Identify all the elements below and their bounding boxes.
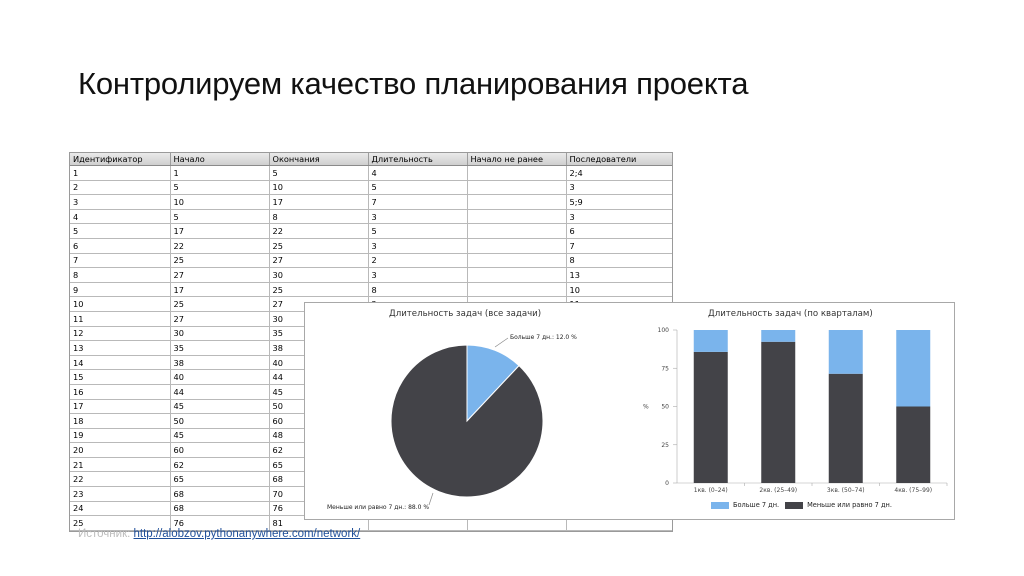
y-tick-label: 75 <box>661 365 669 373</box>
table-cell: 62 <box>170 457 269 472</box>
column-header[interactable]: Последователи <box>566 153 672 166</box>
table-row[interactable] <box>70 166 672 181</box>
table-cell: 25 <box>70 516 170 531</box>
table-cell <box>467 282 566 297</box>
table-cell: 6 <box>70 238 170 253</box>
table-cell: 22 <box>70 472 170 487</box>
table-cell: 13 <box>70 341 170 356</box>
legend-label-less: Меньше или равно 7 дн. <box>807 501 892 509</box>
table-cell <box>467 195 566 210</box>
slide-title: Контролируем качество планирования проекта <box>78 66 749 101</box>
table-cell: 8 <box>368 282 467 297</box>
pie-label-less: Меньше или равно 7 дн.: 88.0 % <box>327 504 430 511</box>
table-cell: 81 <box>269 516 368 531</box>
table-cell: 50 <box>170 414 269 429</box>
table-cell: 3 <box>70 195 170 210</box>
table-cell: 70 <box>269 487 368 502</box>
table-cell: 1 <box>70 166 170 181</box>
table-cell: 24 <box>70 501 170 516</box>
table-cell: 60 <box>269 414 368 429</box>
table-row[interactable] <box>70 282 672 297</box>
table-cell: 20 <box>70 443 170 458</box>
table-cell: 10 <box>269 180 368 195</box>
table-cell: 17 <box>70 399 170 414</box>
table-cell: 13 <box>566 268 672 283</box>
legend-swatch-more <box>711 502 729 509</box>
column-header[interactable]: Начало не ранее <box>467 153 566 166</box>
table-cell: 5 <box>170 180 269 195</box>
bar-more[interactable] <box>694 330 728 352</box>
table-cell <box>467 268 566 283</box>
table-cell <box>467 180 566 195</box>
table-cell: 44 <box>269 370 368 385</box>
x-tick-label: 2кв. (25–49) <box>759 487 798 494</box>
table-cell: 30 <box>269 311 368 326</box>
y-tick-label: 50 <box>661 403 669 411</box>
table-cell: 16 <box>70 384 170 399</box>
x-tick-label: 3кв. (50–74) <box>826 487 865 494</box>
table-row[interactable] <box>70 268 672 283</box>
table-cell: 27 <box>170 311 269 326</box>
y-tick-label: 100 <box>657 327 669 334</box>
legend-label-more: Больше 7 дн. <box>733 501 780 509</box>
bar-less[interactable] <box>896 407 930 484</box>
x-tick-label: 4кв. (75–99) <box>894 487 933 494</box>
table-cell: 27 <box>269 253 368 268</box>
table-cell: 3 <box>566 180 672 195</box>
table-cell: 27 <box>170 268 269 283</box>
bar-more[interactable] <box>761 330 795 342</box>
table-cell: 4 <box>368 166 467 181</box>
bar-chart <box>643 327 947 494</box>
source-note <box>78 528 360 540</box>
table-cell <box>467 253 566 268</box>
pie-chart <box>327 334 577 511</box>
table-cell: 5 <box>269 166 368 181</box>
table-cell: 10 <box>170 195 269 210</box>
y-axis-label: % <box>643 403 649 411</box>
table-cell: 5 <box>170 209 269 224</box>
table-cell: 7 <box>368 195 467 210</box>
table-cell: 45 <box>170 399 269 414</box>
table-cell: 5;9 <box>566 195 672 210</box>
table-row[interactable] <box>70 180 672 195</box>
table-cell: 65 <box>269 457 368 472</box>
table-cell: 30 <box>170 326 269 341</box>
table-cell: 2 <box>368 253 467 268</box>
table-cell: 10 <box>70 297 170 312</box>
table-cell: 68 <box>170 501 269 516</box>
table-cell: 48 <box>269 428 368 443</box>
table-cell: 65 <box>170 472 269 487</box>
column-header[interactable]: Окончания <box>269 153 368 166</box>
table-cell: 2 <box>70 180 170 195</box>
bar-less[interactable] <box>694 352 728 483</box>
pie-chart-title: Длительность задач (все задачи) <box>389 309 542 319</box>
pie-leader-less <box>429 493 433 505</box>
table-cell: 40 <box>170 370 269 385</box>
table-cell: 17 <box>269 195 368 210</box>
table-cell: 5 <box>368 224 467 239</box>
legend-item-less[interactable] <box>785 501 892 509</box>
table-cell: 5 <box>368 180 467 195</box>
table-cell: 44 <box>170 384 269 399</box>
charts-svg <box>305 303 954 519</box>
table-cell: 5 <box>70 224 170 239</box>
pie-slice-less[interactable] <box>391 345 543 497</box>
table-cell: 45 <box>269 384 368 399</box>
y-tick-label: 25 <box>661 441 669 449</box>
bar-chart-title: Длительность задач (по кварталам) <box>708 309 873 319</box>
table-cell: 2;4 <box>566 166 672 181</box>
table-cell: 21 <box>70 457 170 472</box>
table-cell: 18 <box>70 414 170 429</box>
table-cell: 8 <box>566 253 672 268</box>
table-cell: 25 <box>269 238 368 253</box>
table-cell: 38 <box>269 341 368 356</box>
table-cell <box>467 238 566 253</box>
table-cell: 3 <box>368 268 467 283</box>
table-cell: 68 <box>269 472 368 487</box>
legend-swatch-less <box>785 502 803 509</box>
table-cell: 7 <box>70 253 170 268</box>
table-cell: 9 <box>70 282 170 297</box>
table-row[interactable] <box>70 195 672 210</box>
table-cell: 12 <box>70 326 170 341</box>
table-cell: 25 <box>269 282 368 297</box>
charts-panel <box>304 302 955 520</box>
table-cell: 10 <box>566 282 672 297</box>
table-cell: 3 <box>368 238 467 253</box>
table-cell: 1 <box>170 166 269 181</box>
table-row[interactable] <box>70 238 672 253</box>
table-cell: 25 <box>170 297 269 312</box>
table-cell: 76 <box>170 516 269 531</box>
table-cell: 38 <box>170 355 269 370</box>
column-header[interactable]: Длительность <box>368 153 467 166</box>
table-cell: 8 <box>269 209 368 224</box>
x-tick-label: 1кв. (0–24) <box>693 487 728 494</box>
source-label: Источник: <box>78 528 131 540</box>
table-header-row <box>70 153 672 166</box>
table-cell: 7 <box>566 238 672 253</box>
table-cell <box>467 209 566 224</box>
table-cell: 14 <box>70 355 170 370</box>
table-cell: 11 <box>70 311 170 326</box>
table-cell <box>467 224 566 239</box>
table-cell: 22 <box>269 224 368 239</box>
table-cell: 3 <box>368 209 467 224</box>
pie-leader-more <box>495 338 508 347</box>
table-cell: 27 <box>269 297 368 312</box>
table-cell: 17 <box>170 282 269 297</box>
table-cell: 23 <box>70 487 170 502</box>
table-cell: 15 <box>70 370 170 385</box>
table-row[interactable] <box>70 253 672 268</box>
source-link[interactable]: http://alobzov.pythonanywhere.com/network/ <box>133 528 361 540</box>
table-cell: 3 <box>566 209 672 224</box>
y-tick-label: 0 <box>665 480 669 487</box>
table-cell <box>467 166 566 181</box>
table-cell: 35 <box>170 341 269 356</box>
table-row[interactable] <box>70 209 672 224</box>
bar-more[interactable] <box>829 330 863 374</box>
table-cell: 60 <box>170 443 269 458</box>
bar-less[interactable] <box>829 374 863 483</box>
table-cell: 19 <box>70 428 170 443</box>
table-cell: 40 <box>269 355 368 370</box>
table-cell: 8 <box>70 268 170 283</box>
pie-label-more: Больше 7 дн.: 12.0 % <box>510 334 577 341</box>
legend-item-more[interactable] <box>711 501 779 509</box>
table-cell: 22 <box>170 238 269 253</box>
table-cell: 35 <box>269 326 368 341</box>
bar-more[interactable] <box>896 330 930 407</box>
column-header[interactable]: Идентификатор <box>70 153 170 166</box>
table-cell: 30 <box>269 268 368 283</box>
table-cell: 4 <box>70 209 170 224</box>
table-cell: 62 <box>269 443 368 458</box>
table-cell: 68 <box>170 487 269 502</box>
bar-less[interactable] <box>761 342 795 483</box>
table-cell: 76 <box>269 501 368 516</box>
bar-chart-legend[interactable] <box>711 501 892 509</box>
table-cell: 25 <box>170 253 269 268</box>
table-cell: 17 <box>170 224 269 239</box>
column-header[interactable]: Начало <box>170 153 269 166</box>
table-cell: 6 <box>566 224 672 239</box>
table-row[interactable] <box>70 224 672 239</box>
table-cell: 50 <box>269 399 368 414</box>
table-cell: 45 <box>170 428 269 443</box>
